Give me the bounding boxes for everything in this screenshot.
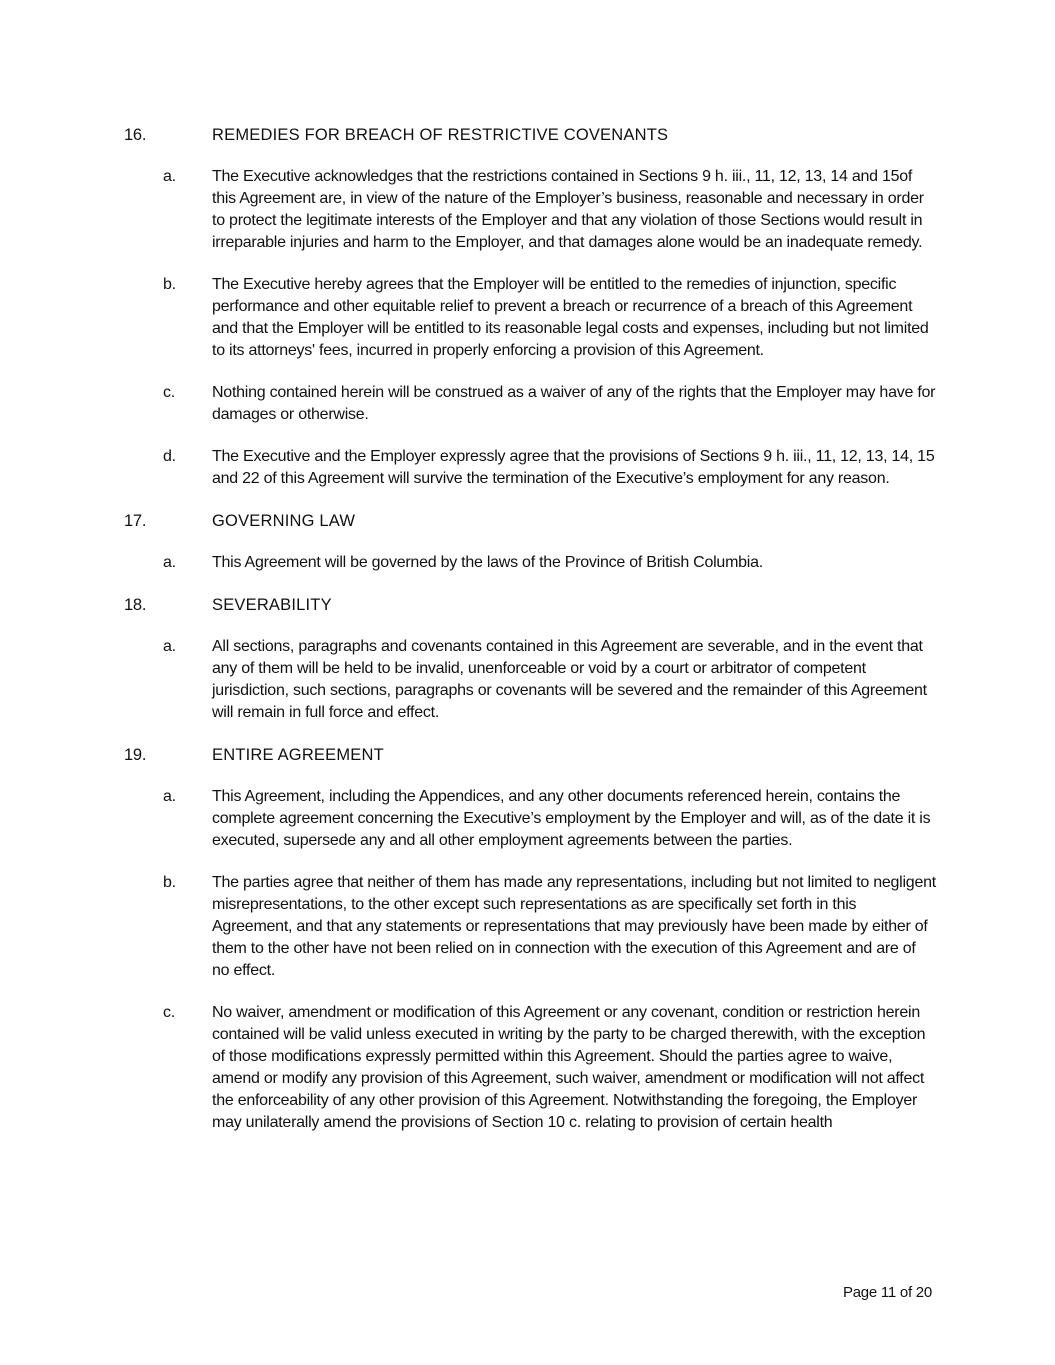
clause-text: No waiver, amendment or modification of this Agreement or any covenant, condition or restriction herein contained will be valid unless executed in writing by the party to be charged therewith, with the exception of those modifications expressly permitted within this Agreement. Should the parties agree to waive, amend or modify any provision of this Agreement, such waiver, amendment or modification will not affect the enforceability of any other provision of this Agreement. Notwithstanding the foregoing, the Employer may unilaterally amend the provisions of Section 10 c. relating to provision of certain health <box>212 1004 926 1131</box>
section-heading-18 <box>0 594 1055 616</box>
clause-letter: c. <box>163 384 175 401</box>
section-number: 19. <box>124 746 147 764</box>
clause-19-a <box>0 786 1055 852</box>
clause-17-a <box>0 552 1055 574</box>
clause-text: The Executive and the Employer expressly agree that the provisions of Sections 9 h. iii., 11, 12, 13, 14, 15 and 22 of this Agreement will survive the termination of the Executive’s employment for any reason. <box>212 448 935 487</box>
clause-16-c <box>0 382 1055 426</box>
clause-letter: d. <box>163 448 176 465</box>
section-title: GOVERNING LAW <box>212 512 356 530</box>
section-heading-19 <box>0 744 1055 766</box>
clause-19-b <box>0 872 1055 982</box>
clause-letter: a. <box>163 168 176 185</box>
clause-text: The Executive acknowledges that the restrictions contained in Sections 9 h. iii., 11, 12, 13, 14 and 15of this Agreement are, in view of the nature of the Employer’s business, reasonable and necessary in order to protect the legitimate interests of the Employer and that any violation of those Sections would result in irreparable injuries and harm to the Employer, and that damages alone would be an inadequate remedy. <box>212 168 924 251</box>
clause-text: All sections, paragraphs and covenants contained in this Agreement are severable, and in the event that any of them will be held to be invalid, unenforceable or void by a court or arbitrator of competent jurisdiction, such sections, paragraphs or covenants will be severed and the remainder of this Agreement will remain in full force and effect. <box>212 638 927 721</box>
clause-text: Nothing contained herein will be construed as a waiver of any of the rights that the Employer may have for damages or otherwise. <box>212 384 936 423</box>
clause-19-c <box>0 1002 1055 1134</box>
section-title: REMEDIES FOR BREACH OF RESTRICTIVE COVENANTS <box>212 126 669 144</box>
section-heading-17 <box>0 510 1055 532</box>
clause-16-b <box>0 274 1055 362</box>
clause-text: The parties agree that neither of them has made any representations, including but not limited to negligent misrepresentations, to the other except such representations as are specifically set forth in this Agreement, and that any statements or representations that may previously have been made by either of them to the other have not been relied on in connection with the execution of this Agreement and are of no effect. <box>212 874 936 979</box>
clause-18-a <box>0 636 1055 724</box>
clause-text: The Executive hereby agrees that the Employer will be entitled to the remedies of injunction, specific performance and other equitable relief to prevent a breach or recurrence of a breach of this Agreement and that the Employer will be entitled to its reasonable legal costs and expenses, including but not limited to its attorneys' fees, incurred in properly enforcing a provision of this Agreement. <box>212 276 929 359</box>
clause-16-a <box>0 166 1055 254</box>
section-number: 18. <box>124 596 147 614</box>
clause-letter: b. <box>163 874 176 891</box>
clause-text: This Agreement, including the Appendices, and any other documents referenced herein, contains the complete agreement concerning the Executive’s employment by the Employer and will, as of the date it is executed, supersede any and all other employment agreements between the parties. <box>212 788 931 849</box>
section-title: SEVERABILITY <box>212 596 332 614</box>
section-number: 16. <box>124 126 147 144</box>
section-number: 17. <box>124 512 147 530</box>
clause-letter: a. <box>163 638 176 655</box>
clause-letter: c. <box>163 1004 175 1021</box>
page-number: Page 11 of 20 <box>842 1284 932 1301</box>
clause-letter: a. <box>163 788 176 805</box>
clause-16-d <box>0 446 1055 490</box>
section-title: ENTIRE AGREEMENT <box>212 746 384 764</box>
document-body <box>0 124 1055 1154</box>
clause-letter: b. <box>163 276 176 293</box>
clause-text: This Agreement will be governed by the laws of the Province of British Columbia. <box>212 554 763 571</box>
clause-letter: a. <box>163 554 176 571</box>
section-heading-16 <box>0 124 1055 146</box>
